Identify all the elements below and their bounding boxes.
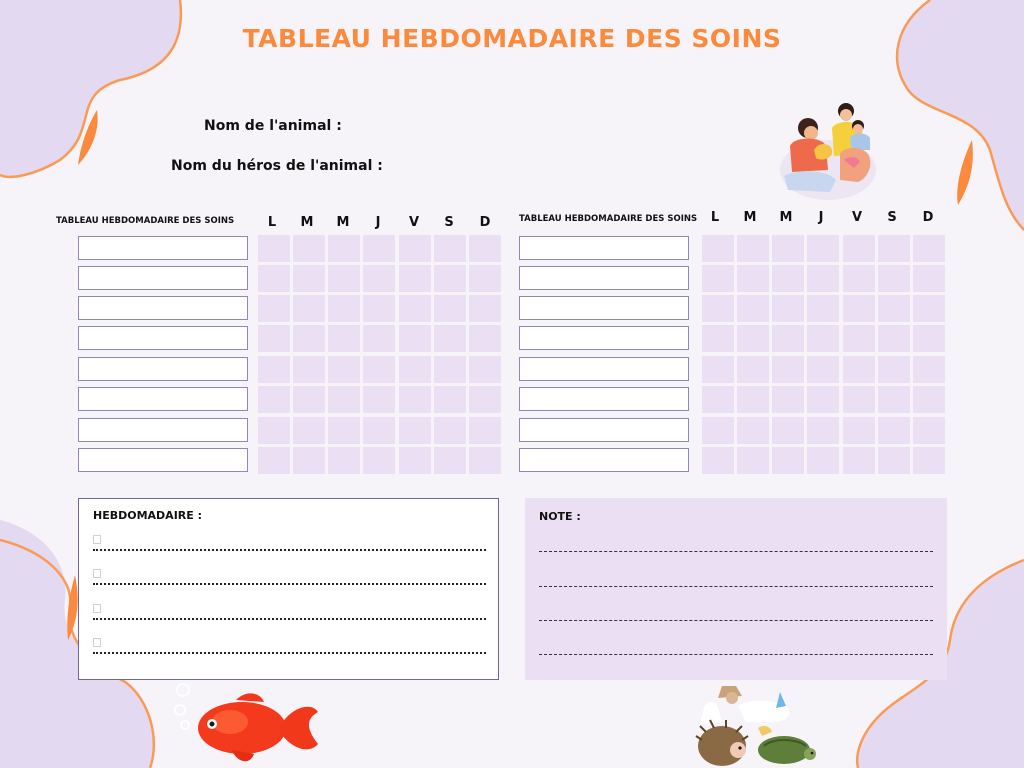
right-day-check-cell[interactable] — [843, 235, 875, 262]
left-care-task-field[interactable] — [78, 266, 248, 290]
right-day-check-cell[interactable] — [737, 386, 769, 413]
left-day-check-cell[interactable] — [363, 356, 395, 383]
right-day-check-cell[interactable] — [878, 356, 910, 383]
left-day-check-cell[interactable] — [469, 417, 501, 444]
left-day-wednesday: M — [336, 215, 350, 230]
left-day-check-cell[interactable] — [469, 265, 501, 292]
right-care-task-field[interactable] — [519, 357, 689, 381]
left-day-check-cell[interactable] — [293, 235, 325, 262]
right-care-task-field[interactable] — [519, 418, 689, 442]
weekly-write-line[interactable] — [93, 549, 486, 551]
right-day-check-cell[interactable] — [878, 325, 910, 352]
note-write-line[interactable] — [539, 654, 933, 655]
left-day-check-cell[interactable] — [258, 417, 290, 444]
right-day-check-cell[interactable] — [702, 356, 734, 383]
left-day-check-cell[interactable] — [293, 417, 325, 444]
right-day-check-cell[interactable] — [772, 417, 804, 444]
left-day-check-cell[interactable] — [328, 386, 360, 413]
note-write-line[interactable] — [539, 620, 933, 621]
left-day-check-cell[interactable] — [469, 325, 501, 352]
left-day-check-cell[interactable] — [328, 325, 360, 352]
right-day-check-cell[interactable] — [878, 235, 910, 262]
left-day-check-cell[interactable] — [258, 265, 290, 292]
right-day-check-cell[interactable] — [702, 417, 734, 444]
left-grid-header: TABLEAU HEBDOMADAIRE DES SOINS — [56, 216, 235, 226]
left-day-check-cell[interactable] — [293, 447, 325, 474]
page-title: TABLEAU HEBDOMADAIRE DES SOINS — [242, 24, 782, 53]
right-day-saturday: S — [887, 210, 897, 225]
right-day-check-cell[interactable] — [843, 265, 875, 292]
left-day-check-cell[interactable] — [258, 447, 290, 474]
left-care-task-field[interactable] — [78, 387, 248, 411]
right-grid-header: TABLEAU HEBDOMADAIRE DES SOINS — [519, 214, 698, 224]
left-day-check-cell[interactable] — [328, 235, 360, 262]
note-write-line[interactable] — [539, 586, 933, 587]
right-day-check-cell[interactable] — [737, 417, 769, 444]
right-day-check-cell[interactable] — [702, 447, 734, 474]
weekly-checkbox[interactable] — [93, 535, 101, 544]
right-day-check-cell[interactable] — [737, 325, 769, 352]
right-day-check-cell[interactable] — [878, 386, 910, 413]
weekly-checkbox[interactable] — [93, 638, 101, 647]
right-day-check-cell[interactable] — [772, 356, 804, 383]
note-write-line[interactable] — [539, 551, 933, 552]
left-day-check-cell[interactable] — [258, 386, 290, 413]
left-day-check-cell[interactable] — [363, 265, 395, 292]
right-day-check-cell[interactable] — [843, 325, 875, 352]
left-day-check-cell[interactable] — [434, 235, 466, 262]
right-day-check-cell[interactable] — [843, 447, 875, 474]
right-care-task-field[interactable] — [519, 236, 689, 260]
left-day-check-cell[interactable] — [434, 265, 466, 292]
note-panel — [525, 498, 947, 680]
weekly-write-line[interactable] — [93, 583, 486, 585]
right-day-check-cell[interactable] — [737, 265, 769, 292]
left-day-check-cell[interactable] — [434, 447, 466, 474]
left-day-check-cell[interactable] — [363, 325, 395, 352]
left-day-sunday: D — [479, 215, 491, 230]
note-panel-title: NOTE : — [539, 510, 581, 523]
right-day-check-cell[interactable] — [702, 265, 734, 292]
left-day-check-cell[interactable] — [469, 356, 501, 383]
right-day-check-cell[interactable] — [807, 386, 839, 413]
pet-name-label: Nom de l'animal : — [204, 118, 342, 134]
goldfish-illustration — [192, 688, 322, 768]
right-day-tuesday: M — [743, 210, 757, 225]
left-day-check-cell[interactable] — [434, 295, 466, 322]
left-day-check-cell[interactable] — [258, 356, 290, 383]
right-day-friday: V — [851, 210, 863, 225]
left-day-check-cell[interactable] — [399, 295, 431, 322]
left-day-check-cell[interactable] — [293, 356, 325, 383]
right-day-check-cell[interactable] — [772, 265, 804, 292]
right-day-check-cell[interactable] — [807, 356, 839, 383]
left-day-check-cell[interactable] — [293, 295, 325, 322]
right-day-check-cell[interactable] — [878, 447, 910, 474]
left-day-check-cell[interactable] — [363, 235, 395, 262]
left-day-check-cell[interactable] — [399, 235, 431, 262]
left-day-check-cell[interactable] — [434, 417, 466, 444]
left-day-check-cell[interactable] — [293, 265, 325, 292]
right-care-task-field[interactable] — [519, 296, 689, 320]
left-day-check-cell[interactable] — [258, 325, 290, 352]
left-care-task-field[interactable] — [78, 418, 248, 442]
weekly-panel — [78, 498, 499, 680]
left-care-task-field[interactable] — [78, 357, 248, 381]
left-care-task-field[interactable] — [78, 236, 248, 260]
right-day-thursday: J — [818, 210, 824, 225]
left-care-task-field[interactable] — [78, 448, 248, 472]
left-day-friday: V — [408, 215, 420, 230]
left-day-check-cell[interactable] — [258, 235, 290, 262]
right-day-check-cell[interactable] — [807, 417, 839, 444]
left-day-monday: L — [267, 215, 277, 230]
left-day-check-cell[interactable] — [399, 417, 431, 444]
left-day-check-cell[interactable] — [434, 386, 466, 413]
right-day-check-cell[interactable] — [737, 235, 769, 262]
left-day-check-cell[interactable] — [399, 265, 431, 292]
left-day-check-cell[interactable] — [363, 295, 395, 322]
left-day-check-cell[interactable] — [434, 325, 466, 352]
right-day-check-cell[interactable] — [913, 417, 945, 444]
left-day-check-cell[interactable] — [399, 325, 431, 352]
right-day-check-cell[interactable] — [878, 295, 910, 322]
left-day-check-cell[interactable] — [363, 417, 395, 444]
right-day-check-cell[interactable] — [807, 235, 839, 262]
left-day-tuesday: M — [300, 215, 314, 230]
weekly-write-line[interactable] — [93, 618, 486, 620]
left-day-check-cell[interactable] — [469, 447, 501, 474]
left-day-check-cell[interactable] — [328, 447, 360, 474]
left-day-check-cell[interactable] — [328, 356, 360, 383]
left-day-check-cell[interactable] — [469, 235, 501, 262]
left-day-thursday: J — [375, 215, 381, 230]
right-day-check-cell[interactable] — [702, 295, 734, 322]
right-day-check-cell[interactable] — [772, 386, 804, 413]
weekly-checkbox[interactable] — [93, 569, 101, 578]
left-day-check-cell[interactable] — [434, 356, 466, 383]
right-day-check-cell[interactable] — [737, 295, 769, 322]
right-day-check-cell[interactable] — [772, 295, 804, 322]
left-day-check-cell[interactable] — [399, 356, 431, 383]
right-day-check-cell[interactable] — [737, 447, 769, 474]
left-day-check-cell[interactable] — [363, 386, 395, 413]
weekly-checkbox[interactable] — [93, 604, 101, 613]
left-day-check-cell[interactable] — [399, 447, 431, 474]
right-day-check-cell[interactable] — [843, 386, 875, 413]
right-day-check-cell[interactable] — [913, 295, 945, 322]
left-day-check-cell[interactable] — [469, 386, 501, 413]
left-day-saturday: S — [444, 215, 454, 230]
left-day-check-cell[interactable] — [293, 325, 325, 352]
right-day-check-cell[interactable] — [913, 386, 945, 413]
right-day-sunday: D — [922, 210, 934, 225]
left-day-check-cell[interactable] — [293, 386, 325, 413]
right-day-check-cell[interactable] — [913, 235, 945, 262]
family-with-pets-illustration — [778, 98, 888, 203]
right-care-task-field[interactable] — [519, 387, 689, 411]
right-day-check-cell[interactable] — [843, 356, 875, 383]
left-day-check-cell[interactable] — [328, 295, 360, 322]
right-day-check-cell[interactable] — [807, 265, 839, 292]
right-day-check-cell[interactable] — [913, 447, 945, 474]
right-day-check-cell[interactable] — [807, 325, 839, 352]
left-care-task-field[interactable] — [78, 326, 248, 350]
weekly-panel-title: HEBDOMADAIRE : — [93, 509, 202, 522]
left-day-check-cell[interactable] — [258, 295, 290, 322]
small-pets-group-illustration — [692, 684, 822, 768]
right-day-check-cell[interactable] — [913, 265, 945, 292]
left-care-task-field[interactable] — [78, 296, 248, 320]
right-day-check-cell[interactable] — [772, 325, 804, 352]
right-day-check-cell[interactable] — [737, 356, 769, 383]
pet-hero-name-label: Nom du héros de l'animal : — [171, 158, 383, 174]
right-care-task-field[interactable] — [519, 326, 689, 350]
right-day-check-cell[interactable] — [702, 325, 734, 352]
right-day-check-cell[interactable] — [772, 235, 804, 262]
left-day-check-cell[interactable] — [399, 386, 431, 413]
right-day-check-cell[interactable] — [843, 417, 875, 444]
left-day-check-cell[interactable] — [363, 447, 395, 474]
right-day-check-cell[interactable] — [702, 386, 734, 413]
right-day-wednesday: M — [779, 210, 793, 225]
right-care-task-field[interactable] — [519, 266, 689, 290]
weekly-write-line[interactable] — [93, 652, 486, 654]
right-day-check-cell[interactable] — [807, 295, 839, 322]
right-day-check-cell[interactable] — [913, 325, 945, 352]
right-care-task-field[interactable] — [519, 448, 689, 472]
left-day-check-cell[interactable] — [328, 265, 360, 292]
right-day-check-cell[interactable] — [843, 295, 875, 322]
right-day-check-cell[interactable] — [878, 265, 910, 292]
right-day-monday: L — [710, 210, 720, 225]
right-day-check-cell[interactable] — [878, 417, 910, 444]
right-day-check-cell[interactable] — [772, 447, 804, 474]
left-day-check-cell[interactable] — [469, 295, 501, 322]
left-day-check-cell[interactable] — [328, 417, 360, 444]
right-day-check-cell[interactable] — [807, 447, 839, 474]
right-day-check-cell[interactable] — [702, 235, 734, 262]
right-day-check-cell[interactable] — [913, 356, 945, 383]
